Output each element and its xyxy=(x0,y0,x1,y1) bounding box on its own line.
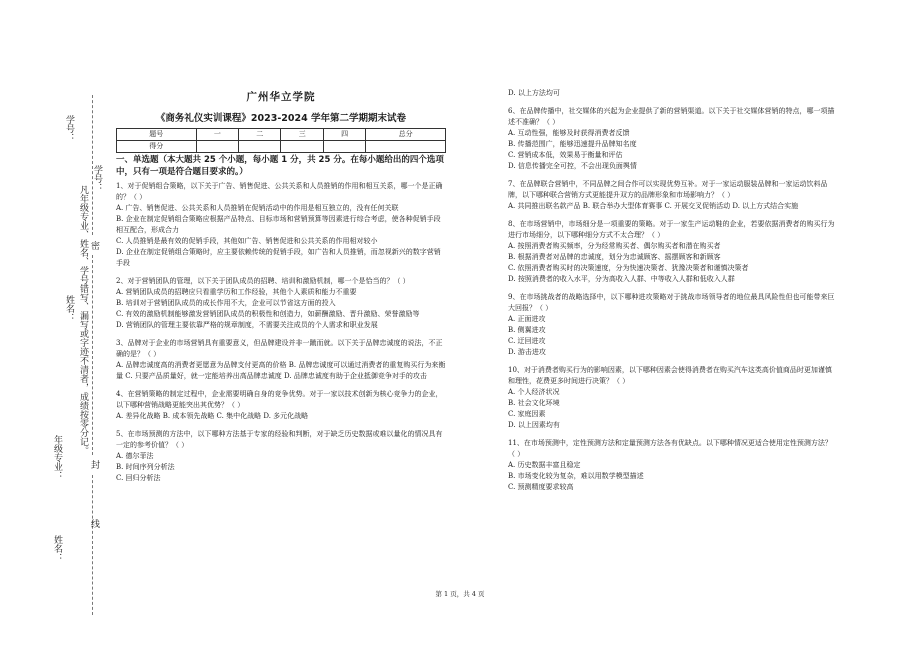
option: C. 人员推销是最有效的促销手段，其他如广告、销售促进和公共关系的作用相对较小 xyxy=(116,237,378,245)
student-id-label-inner: 学号： xyxy=(64,115,74,142)
question-stem: 10、对于消费者购买行为的影响因素，以下哪种因素会使得消费者在购买汽车这类高价值商品时更加谨慎和理性，花费更多时间进行决策？（ ） xyxy=(508,366,832,385)
option: D. 信息传播完全可控，不会出现负面舆情 xyxy=(508,162,637,170)
option: B. 侧翼进攻 xyxy=(508,326,546,334)
option: D. 营销团队的管理主要依靠严格的规章制度，不需要关注成员的个人需求和职业发展 xyxy=(116,321,378,329)
seal-char-feng: 封 xyxy=(89,460,99,469)
option: D. 企业在制定促销组合策略时，应主要依赖传统的促销手段，如广告和人员推销，而忽视新兴的数字营销手段 xyxy=(116,248,441,267)
score-cell: 总分 xyxy=(366,129,446,141)
option: D. 游击进攻 xyxy=(508,348,546,356)
seal-line-middle xyxy=(92,255,93,455)
question-1 xyxy=(116,181,446,269)
option: C. 依照消费者购买时的决策速度，分为快速决策者、犹豫决策者和谨慎决策者 xyxy=(508,264,749,272)
score-cell: 一 xyxy=(196,129,238,141)
section-heading: 一、单选题（本大题共 25 个小题，每小题 1 分，共 25 分。在每小题给出的四个选项中，只有一项是符合题目要求的。） xyxy=(116,155,444,177)
question-stem: 1、对于促销组合策略，以下关于广告、销售促进、公共关系和人员推销的作用和相互关系，哪一个是正确的？（ ） xyxy=(116,182,443,201)
option: C. 预测精度要求较高 xyxy=(508,483,574,491)
option: B. 时间序列分析法 xyxy=(116,463,175,471)
option: C. 家庭因素 xyxy=(508,410,546,418)
question-stem: 2、对于营销团队的管理，以下关于团队成员的招聘、培训和激励机制，哪一个是恰当的？（ ） xyxy=(116,277,410,285)
seal-char-xian: 线 xyxy=(89,519,99,528)
score-cell xyxy=(366,141,446,153)
option: D. 按照消费者的收入水平，分为高收入人群、中等收入人群和低收入人群 xyxy=(508,275,735,283)
question-4 xyxy=(116,389,446,422)
option: C. 迂回进攻 xyxy=(508,337,546,345)
question-stem: 6、在品牌传播中，社交媒体的兴起为企业提供了新的营销渠道。以下关于社交媒体营销的特点，哪一项描述不准确？（ ） xyxy=(508,107,835,126)
score-cell: 四 xyxy=(323,129,365,141)
name-label-outer: 姓名： xyxy=(52,535,62,562)
option: A. 差异化战略 B. 成本领先战略 C. 集中化战略 D. 多元化战略 xyxy=(116,412,309,420)
option: A. 品牌忠诚度高的消费者更愿意为品牌支付更高的价格 B. 品牌忠诚度可以通过消费者的重复购买行为来衡量 C. 只要产品质量好，就一定能培养出高品牌忠诚度 D. 品牌忠诚度有助于企业抵御竞争对手的攻击 xyxy=(116,361,446,380)
question-8 xyxy=(508,219,838,285)
option: B. 市场变化较为复杂，难以用数学模型描述 xyxy=(508,472,644,480)
school-name: 广州华立学院 xyxy=(246,91,316,103)
option: A. 共同推出联名款产品 B. 联合举办大型体育赛事 C. 开展交叉促销活动 D. 以上方式结合实施 xyxy=(508,202,799,210)
question-stem: 5、在市场预测的方法中，以下哪种方法基于专家的经验和判断，对于缺乏历史数据或难以量化的情况具有一定的参考价值？（ ） xyxy=(116,430,443,449)
question-9 xyxy=(508,292,838,358)
score-cell xyxy=(323,141,365,153)
option: A. 互动性强，能够及时获得消费者反馈 xyxy=(508,129,630,137)
question-5-continued xyxy=(508,88,838,99)
score-cell xyxy=(281,141,323,153)
exam-title: 《商务礼仪实训课程》2023-2024 学年第二学期期末试卷 xyxy=(155,113,407,124)
question-stem: 11、在市场预测中，定性预测方法和定量预测方法各有优缺点。以下哪种情况更适合使用定性预测方法？（ ） xyxy=(508,439,832,458)
score-table-score-row xyxy=(117,141,446,153)
score-table-header-row xyxy=(117,129,446,141)
seal-char-mi: 密 xyxy=(89,241,99,250)
option: C. 回归分析法 xyxy=(116,474,161,482)
score-table xyxy=(116,128,446,153)
score-cell: 题号 xyxy=(117,129,197,141)
question-2 xyxy=(116,276,446,331)
left-column xyxy=(116,92,446,491)
option: B. 根据消费者对品牌的忠诚度，划分为忠诚顾客、摇摆顾客和新顾客 xyxy=(508,253,721,261)
option: B. 传播范围广，能够迅速提升品牌知名度 xyxy=(508,140,637,148)
major-label: 年级专业： xyxy=(52,435,62,480)
question-10 xyxy=(508,365,838,431)
score-cell: 得分 xyxy=(117,141,197,153)
question-7 xyxy=(508,179,838,212)
option: B. 培训对于营销团队成员的成长作用不大，企业可以节省这方面的投入 xyxy=(116,299,336,307)
question-stem: 8、在市场营销中，市场细分是一项重要的策略。对于一家生产运动鞋的企业，若要依据消费者的购买行为进行市场细分，以下哪种细分方式不太合理？（ ） xyxy=(508,220,835,239)
option: B. 企业在制定促销组合策略应根据产品特点、目标市场和营销预算等因素进行综合考虑，使各种促销手段相互配合，形成合力 xyxy=(116,215,441,234)
seal-line-top xyxy=(92,95,93,235)
question-5 xyxy=(116,429,446,484)
binding-margin xyxy=(52,95,112,615)
option: C. 有效的激励机制能够激发营销团队成员的积极性和创造力，如薪酬激励、晋升激励、荣誉激励等 xyxy=(116,310,420,318)
question-stem: 7、在品牌联合营销中，不同品牌之间合作可以实现优势互补。对于一家运动服装品牌和一家运动饮料品牌，以下哪种联合营销方式更能提升双方的品牌形象和市场影响力？（ ） xyxy=(508,180,828,199)
option: D. 以上因素均有 xyxy=(508,421,560,429)
score-cell xyxy=(239,141,281,153)
name-label-inner: 姓名： xyxy=(64,295,74,322)
page-footer: 第 1 页，共 4 页 xyxy=(435,590,485,598)
score-cell: 三 xyxy=(281,129,323,141)
option: A. 德尔菲法 xyxy=(116,452,154,460)
question-11 xyxy=(508,438,838,493)
option: C. 营销成本低，效果易于衡量和评估 xyxy=(508,151,623,159)
score-cell xyxy=(196,141,238,153)
option: A. 营销团队成员的招聘应只看重学历和工作经验，其他个人素质和能力不重要 xyxy=(116,288,357,296)
question-stem: 9、在市场挑战者的战略选择中，以下哪种进攻策略对于挑战市场领导者的地位最具风险性但也可能带来巨大回报？（ ） xyxy=(508,293,835,312)
question-stem: 3、品牌对于企业的市场营销具有重要意义，但品牌建设并非一蹴而就。以下关于品牌忠诚度的说法，不正确的是？（ ） xyxy=(116,339,443,358)
question-stem: 4、在营销策略的制定过程中，企业需要明确自身的竞争优势。对于一家以技术创新为核心竞争力的企业，以下哪种营销战略更能突出其优势？（ ） xyxy=(116,390,443,409)
option: B. 社会文化环境 xyxy=(508,399,560,407)
student-id-label-outer: 学号： xyxy=(92,165,102,192)
question-3 xyxy=(116,338,446,382)
option: A. 正面进攻 xyxy=(508,315,546,323)
option: D. 以上方法均可 xyxy=(508,89,560,97)
option: A. 个人经济状况 xyxy=(508,388,560,396)
right-column xyxy=(508,88,838,500)
option: A. 按照消费者购买频率，分为经常购买者、偶尔购买者和潜在购买者 xyxy=(508,242,721,250)
question-6 xyxy=(508,106,838,172)
score-cell: 二 xyxy=(239,129,281,141)
binding-instruction: 凡年级专业、姓名、学号错写、漏写或字迹不清者，成绩按零分记。 xyxy=(78,185,88,455)
option: A. 广告、销售促进、公共关系和人员推销在促销活动中的作用是相互独立的，没有任何关联 xyxy=(116,204,399,212)
option: A. 历史数据丰富且稳定 xyxy=(508,461,581,469)
